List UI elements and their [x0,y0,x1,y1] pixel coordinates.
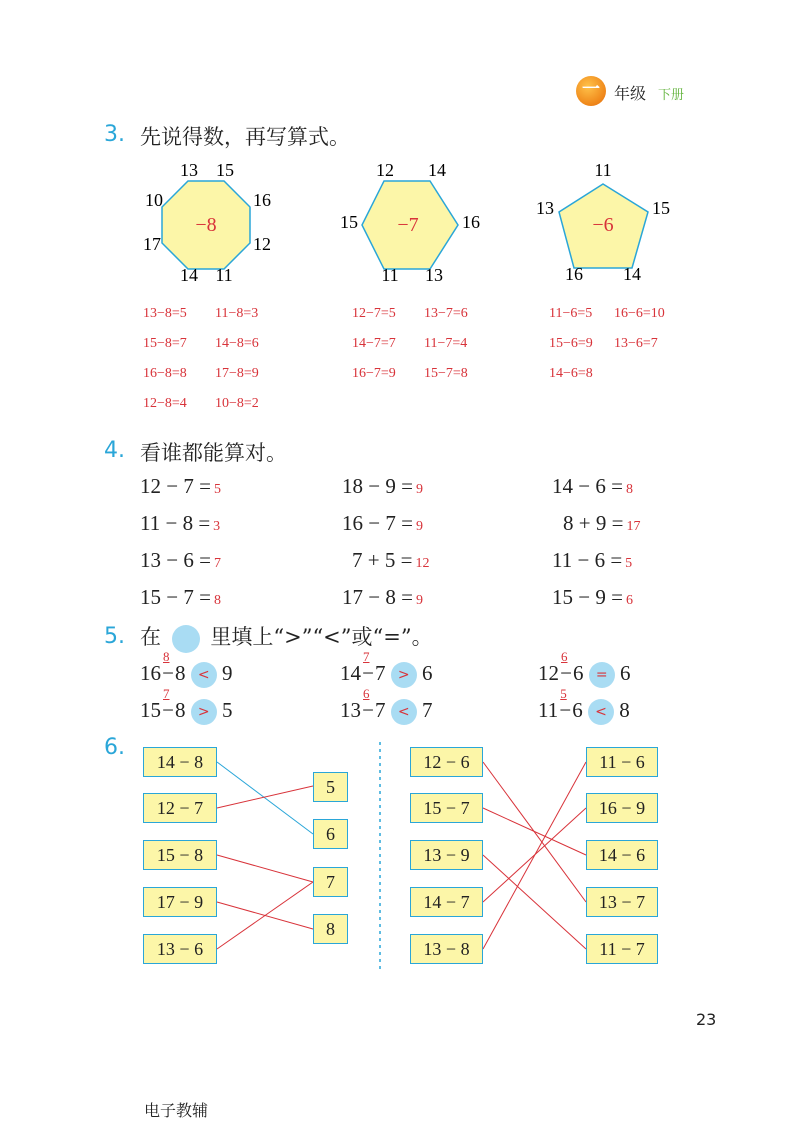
match-expression[interactable]: 14 − 8 [143,747,217,777]
pentagon-label: 13 [536,198,554,218]
hexagon-label: 11 [381,265,399,285]
q3-answer: 17−8=9 [215,366,259,381]
match-expression[interactable]: 13 − 9 [410,840,483,870]
grade-label: 年级 [614,84,647,103]
octagon-label: 11 [215,265,233,285]
q4-equation: 12 − 7 = 5 [140,474,221,498]
q4-equation: 7 + 5 = 12 [352,548,430,572]
connector-line [217,882,313,949]
q3-answer: 14−6=8 [549,366,593,381]
match-result[interactable]: 7 [313,867,348,897]
hexagon-center: −7 [397,214,419,236]
match-result[interactable]: 8 [313,914,348,944]
q4-answer: 5 [213,482,221,497]
octagon-label: 13 [180,160,198,180]
q3-answer: 12−8=4 [143,396,187,411]
compare-answer: < [191,662,217,688]
compare-answer: < [391,699,417,725]
q5-comparison: 15− 7 8 > 5 [140,698,233,725]
match-expression[interactable]: 12 − 6 [410,747,483,777]
q3-answer: 13−6=7 [614,336,658,351]
q3-answer: 15−7=8 [424,366,468,381]
hexagon-label: 13 [425,265,443,285]
q3-answer: 16−6=10 [614,306,665,321]
hexagon-label: 12 [376,160,394,180]
q3-answer: 14−8=6 [215,336,259,351]
q4-answer: 6 [625,593,633,608]
octagon-label: 16 [253,190,271,210]
q4-title: 看谁都能算对。 [140,441,287,465]
q4-answer: 9 [415,519,423,534]
q5-comparison: 14− 7 7 > 6 [340,661,433,688]
compare-answer: > [191,699,217,725]
pentagon-center: −6 [592,214,614,236]
grade-badge: 一 [576,76,606,106]
q3-answer: 16−7=9 [352,366,396,381]
match-expression[interactable]: 17 − 9 [143,887,217,917]
q5-comparison: 12− 6 6 = 6 [538,661,631,688]
q3-answer: 12−7=5 [352,306,396,321]
q4-equation: 8 + 9 = 17 [563,511,641,535]
q5-title: 在 里填上“>”“<”或“=”。 [140,621,433,653]
q3-number: 3. [104,122,125,147]
q4-answer: 3 [213,519,221,534]
compare-answer: < [588,699,614,725]
page-number: 23 [696,1010,717,1029]
q3-answer: 15−6=9 [549,336,593,351]
match-expression[interactable]: 14 − 7 [410,887,483,917]
pentagon-label: 11 [594,160,612,180]
q4-equation: 11 − 6 = 5 [552,548,633,572]
q6-number: 6. [104,735,125,760]
compare-answer: > [391,662,417,688]
q3-answer: 11−6=5 [549,306,593,321]
octagon-label: 12 [253,234,271,254]
octagon-label: 14 [180,265,198,285]
q4-equation: 16 − 7 = 9 [342,511,423,535]
publisher-label: 电子教辅 [144,1101,209,1120]
q4-answer: 9 [415,593,423,608]
q4-equation: 14 − 6 = 8 [552,474,633,498]
match-result[interactable]: 13 − 7 [586,887,658,917]
connector-line [217,786,313,808]
q5-comparison: 13− 6 7 < 7 [340,698,433,725]
q4-answer: 8 [625,482,633,497]
q4-answer: 9 [415,482,423,497]
q3-answer: 11−8=3 [215,306,259,321]
hexagon-label: 15 [340,212,358,232]
connector-line [217,855,313,882]
match-result[interactable]: 6 [313,819,348,849]
connector-line [483,855,586,949]
hexagon-label: 14 [428,160,446,180]
q3-answer: 13−7=6 [424,306,468,321]
q4-equation: 18 − 9 = 9 [342,474,423,498]
q3-answer: 13−8=5 [143,306,187,321]
q4-answer: 5 [625,556,633,571]
connector-line [483,808,586,855]
q3-title: 先说得数，再写算式。 [140,125,350,149]
q4-equation: 15 − 7 = 8 [140,585,221,609]
octagon-label: 15 [216,160,234,180]
match-expression[interactable]: 12 − 7 [143,793,217,823]
pentagon-label: 16 [565,264,583,284]
match-result[interactable]: 11 − 6 [586,747,658,777]
match-result[interactable]: 16 − 9 [586,793,658,823]
q4-answer: 7 [213,556,221,571]
q3-answer: 16−8=8 [143,366,187,381]
q4-equation: 17 − 8 = 9 [342,585,423,609]
match-result[interactable]: 14 − 6 [586,840,658,870]
match-result[interactable]: 5 [313,772,348,802]
hexagon-label: 16 [462,212,480,232]
compare-answer: = [589,662,615,688]
q4-answer: 8 [213,593,221,608]
match-expression[interactable]: 13 − 6 [143,934,217,964]
octagon-label: 17 [143,234,161,254]
match-expression[interactable]: 15 − 7 [410,793,483,823]
match-expression[interactable]: 13 − 8 [410,934,483,964]
q3-answer: 15−8=7 [143,336,187,351]
q5-number: 5. [104,624,125,649]
q4-equation: 13 − 6 = 7 [140,548,221,572]
octagon-center: −8 [195,214,217,236]
q3-answer: 14−7=7 [352,336,396,351]
q4-number: 4. [104,438,125,463]
term-label: 下册 [658,88,685,103]
q4-answer: 12 [415,556,430,571]
q4-equation: 11 − 8 = 3 [140,511,221,535]
pentagon-label: 15 [652,198,670,218]
q5-comparison: 11− 5 6 < 8 [538,698,630,725]
connector-line [483,762,586,949]
connector-line [217,762,313,834]
q4-equation: 15 − 9 = 6 [552,585,633,609]
pentagon-label: 14 [623,264,641,284]
q4-answer: 17 [626,519,641,534]
octagon-label: 10 [145,190,163,210]
match-result[interactable]: 11 − 7 [586,934,658,964]
q3-answer: 10−8=2 [215,396,259,411]
q3-answer: 11−7=4 [424,336,468,351]
q5-comparison: 16− 8 8 < 9 [140,661,233,688]
match-expression[interactable]: 15 − 8 [143,840,217,870]
